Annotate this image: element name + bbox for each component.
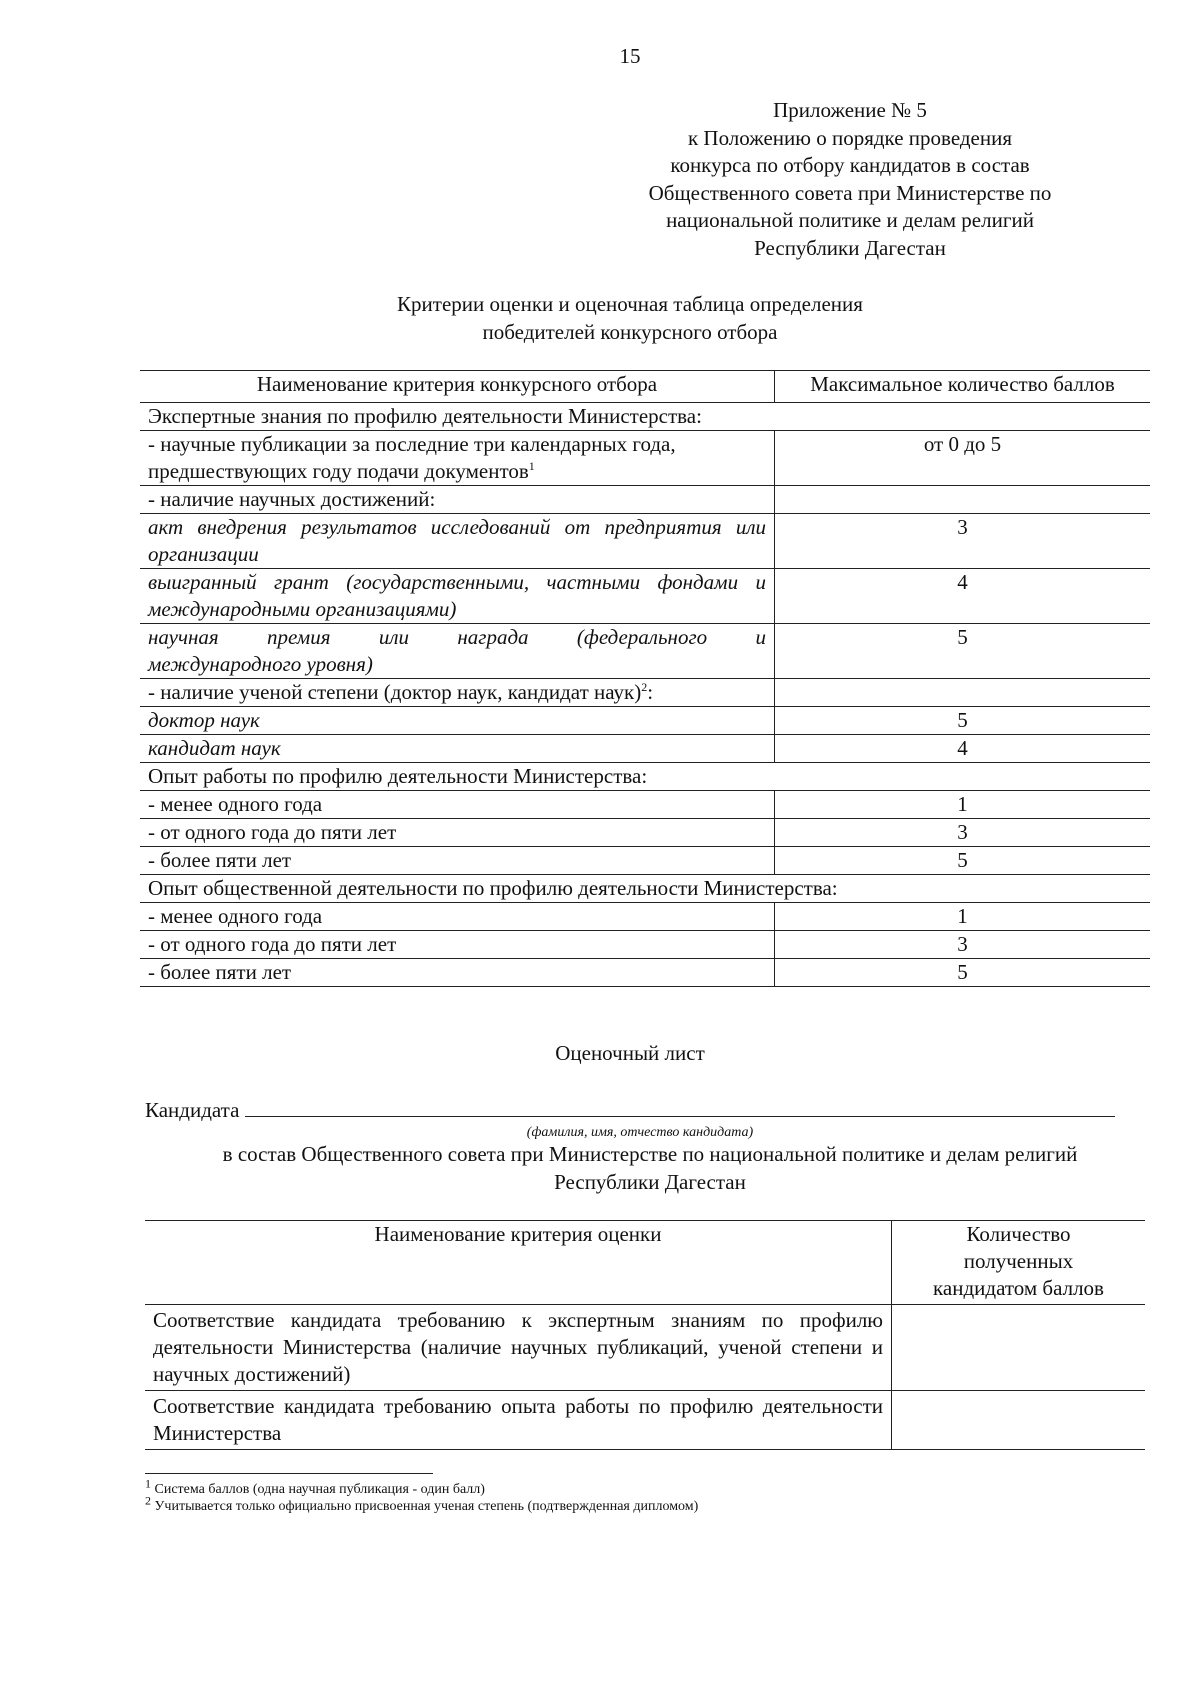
section-heading: Экспертные знания по профилю деятельности Министерства:: [140, 403, 1150, 431]
table-row: [140, 847, 1150, 875]
title-line-1: Критерии оценки и оценочная таблица определения: [397, 292, 863, 316]
criterion-cell: акт внедрения результатов исследований от предприятия или организации: [140, 514, 775, 569]
criterion-cell: - менее одного года: [140, 903, 775, 931]
table-row: [140, 403, 1150, 431]
document-title: [330, 290, 930, 346]
score-criterion-cell: Соответствие кандидата требованию к экспертным знаниям по профилю деятельности Министерства (наличие научных публикаций, ученой степени и научных достижений): [145, 1305, 892, 1391]
points-cell: от 0 до 5: [775, 431, 1151, 486]
points-cell: 4: [775, 735, 1151, 763]
points-cell: 5: [775, 959, 1151, 987]
points-cell: 5: [775, 707, 1151, 735]
criterion-cell: - от одного года до пяти лет: [140, 819, 775, 847]
title-line-2: победителей конкурсного отбора: [482, 320, 778, 344]
criterion-cell: - наличие ученой степени (доктор наук, кандидат наук)$^2$:: [140, 679, 775, 707]
score-header-name: Наименование критерия оценки: [145, 1221, 892, 1305]
score-sheet-title: Оценочный лист: [555, 1041, 705, 1065]
criterion-cell: - научные публикации за последние три календарных года, предшествующих году подачи документов$^1$: [140, 431, 775, 486]
table-row: [145, 1305, 1145, 1391]
footnote-divider: [145, 1473, 433, 1474]
table-row: [140, 819, 1150, 847]
score-criterion-cell: Соответствие кандидата требованию опыта работы по профилю деятельности Министерства: [145, 1391, 892, 1450]
criterion-cell: - от одного года до пяти лет: [140, 931, 775, 959]
table-row: [140, 707, 1150, 735]
appendix-line: к Положению о порядке проведения: [687, 125, 1013, 150]
appendix-line: конкурса по отбору кандидатов в состав: [670, 153, 1030, 177]
candidate-line: [145, 1096, 1145, 1123]
score-header-points: Количество полученных кандидатом баллов: [892, 1221, 1146, 1305]
criteria-table: [140, 370, 1150, 987]
council-line-2: Республики Дагестан: [554, 1170, 746, 1194]
score-points-cell[interactable]: [892, 1305, 1146, 1391]
table-row: [140, 431, 1150, 486]
points-cell: 3: [775, 819, 1151, 847]
criteria-header-points: Максимальное количество баллов: [775, 371, 1151, 403]
candidate-label: Кандидата: [145, 1098, 240, 1122]
table-row: [140, 903, 1150, 931]
table-row: [145, 1391, 1145, 1450]
criterion-cell: - наличие научных достижений:: [140, 486, 775, 514]
table-row: [140, 875, 1150, 903]
footnote-mark: 1: [528, 459, 535, 473]
points-cell: [775, 486, 1151, 514]
points-cell: 1: [775, 791, 1151, 819]
table-row: [140, 931, 1150, 959]
appendix-line: Общественного совета при Министерстве по: [648, 180, 1052, 205]
candidate-name-hint: (фамилия, имя, отчество кандидата): [526, 1125, 754, 1140]
score-table: [145, 1220, 1145, 1450]
criterion-cell: кандидат наук: [140, 735, 775, 763]
page-number: 15: [619, 44, 641, 68]
table-row: [140, 514, 1150, 569]
table-row: [140, 486, 1150, 514]
footnote-mark: 2: [641, 680, 648, 694]
table-row: [140, 791, 1150, 819]
criterion-cell: выигранный грант (государственными, частными фондами и международными организациями): [140, 569, 775, 624]
score-points-cell[interactable]: [892, 1391, 1146, 1450]
footnote: $^1$ Система баллов (одна научная публикация - один балл): [145, 1476, 485, 1497]
table-row: [140, 679, 1150, 707]
footnote: $^2$ Учитывается только официально присвоенная ученая степень (подтвержденная дипломом): [145, 1493, 699, 1514]
criteria-header-name: Наименование критерия конкурсного отбора: [140, 371, 775, 403]
council-text: [150, 1140, 1150, 1196]
appendix-line: Приложение № 5: [773, 98, 927, 122]
points-cell: 1: [775, 903, 1151, 931]
points-cell: 5: [775, 624, 1151, 679]
points-cell: 4: [775, 569, 1151, 624]
council-line-1: в состав Общественного совета при Министерстве по национальной политике и делам религий: [222, 1142, 1078, 1166]
criterion-cell: научная премия или награда (федерального и международного уровня): [140, 624, 775, 679]
points-cell: [775, 679, 1151, 707]
criterion-cell: - менее одного года: [140, 791, 775, 819]
table-row: [140, 569, 1150, 624]
section-heading: Опыт работы по профилю деятельности Министерства:: [140, 763, 1150, 791]
points-cell: 3: [775, 514, 1151, 569]
appendix-line: Республики Дагестан: [754, 235, 946, 260]
candidate-name-field[interactable]: [245, 1096, 1115, 1117]
criterion-cell: - более пяти лет: [140, 959, 775, 987]
footnotes: [145, 1476, 1145, 1515]
appendix-line: национальной политике и делам религий: [666, 208, 1034, 232]
appendix-header: [620, 97, 1080, 262]
table-row: [140, 624, 1150, 679]
section-heading: Опыт общественной деятельности по профилю деятельности Министерства:: [140, 875, 1150, 903]
criterion-cell: - более пяти лет: [140, 847, 775, 875]
points-cell: 5: [775, 847, 1151, 875]
criterion-cell: доктор наук: [140, 707, 775, 735]
points-cell: 3: [775, 931, 1151, 959]
table-row: [140, 959, 1150, 987]
table-row: [140, 735, 1150, 763]
table-row: [140, 763, 1150, 791]
